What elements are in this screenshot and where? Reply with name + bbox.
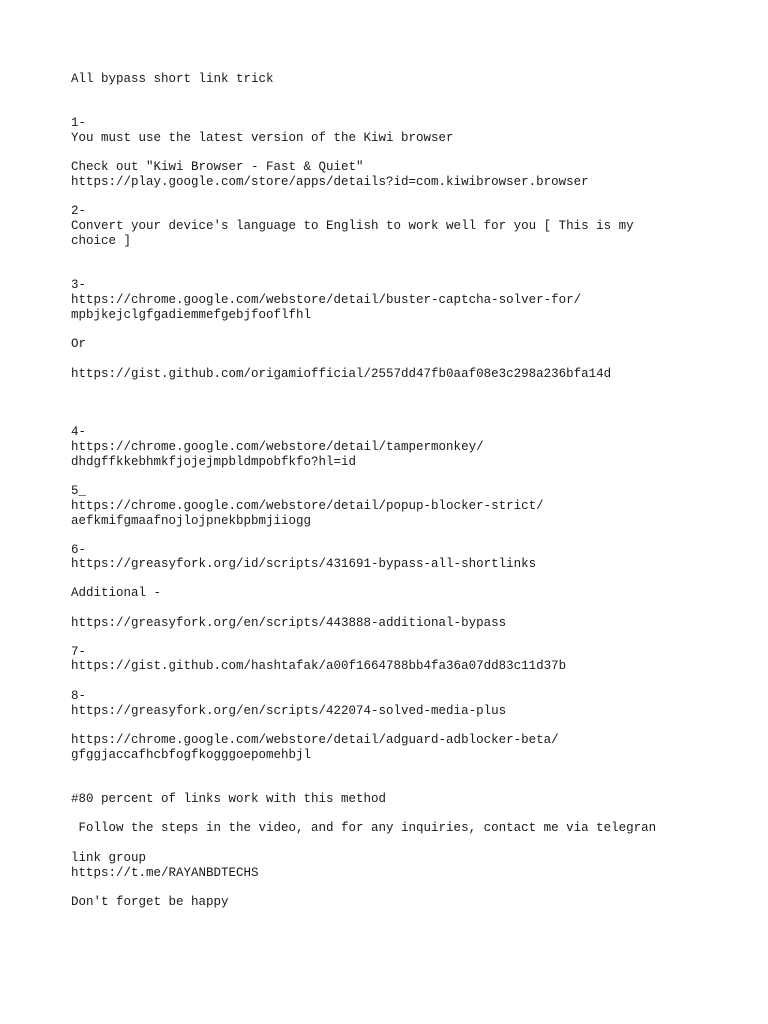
step-6-label: 6- bbox=[71, 543, 87, 557]
buster-link[interactable]: https://chrome.google.com/webstore/detail/buster-captcha-solver-for/ bbox=[71, 293, 582, 307]
step-5-label: 5_ bbox=[71, 484, 87, 498]
step-2-text: Convert your device's language to English to work well for you [ This is my bbox=[71, 219, 634, 233]
telegram-link[interactable]: https://t.me/RAYANBDTECHS bbox=[71, 866, 259, 880]
popup-blocker-link-cont[interactable]: aefkmifgmaafnojlojpnekbpbmjiiogg bbox=[71, 514, 312, 528]
follow-steps-note: Follow the steps in the video, and for any inquiries, contact me via telegran bbox=[71, 821, 657, 835]
percent-note: #80 percent of links work with this method bbox=[71, 792, 387, 806]
step-1-label: 1- bbox=[71, 116, 87, 130]
document-title: All bypass short link trick bbox=[71, 72, 274, 86]
link-group-label: link group bbox=[71, 851, 147, 865]
step-8-label: 8- bbox=[71, 689, 87, 703]
step-2-label: 2- bbox=[71, 204, 87, 218]
buster-link-cont[interactable]: mpbjkejclgfgadiemmefgebjfooflfhl bbox=[71, 308, 312, 322]
tampermonkey-link[interactable]: https://chrome.google.com/webstore/detail/tampermonkey/ bbox=[71, 440, 484, 454]
adguard-link[interactable]: https://chrome.google.com/webstore/detail/adguard-adblocker-beta/ bbox=[71, 733, 559, 747]
step-3-label: 3- bbox=[71, 278, 87, 292]
additional-bypass-link[interactable]: https://greasyfork.org/en/scripts/443888-additional-bypass bbox=[71, 616, 507, 630]
origami-gist-link[interactable]: https://gist.github.com/origamiofficial/2557dd47fb0aaf08e3c298a236bfa14d bbox=[71, 367, 612, 381]
or-text: Or bbox=[71, 337, 87, 351]
tampermonkey-link-cont[interactable]: dhdgffkkebhmkfjojejmpbldmpobfkfo?hl=id bbox=[71, 455, 357, 469]
step-1-text: You must use the latest version of the Kiwi browser bbox=[71, 131, 454, 145]
popup-blocker-link[interactable]: https://chrome.google.com/webstore/detail/popup-blocker-strict/ bbox=[71, 499, 544, 513]
solved-media-link[interactable]: https://greasyfork.org/en/scripts/422074-solved-media-plus bbox=[71, 704, 507, 718]
hashtafak-gist-link[interactable]: https://gist.github.com/hashtafak/a00f1664788bb4fa36a07dd83c11d37b bbox=[71, 659, 567, 673]
adguard-link-cont[interactable]: gfggjaccafhcbfogfkogggoepomehbjl bbox=[71, 748, 312, 762]
bypass-shortlinks-link[interactable]: https://greasyfork.org/id/scripts/431691-bypass-all-shortlinks bbox=[71, 557, 537, 571]
step-7-label: 7- bbox=[71, 645, 87, 659]
additional-label: Additional - bbox=[71, 586, 162, 600]
step-4-label: 4- bbox=[71, 425, 87, 439]
closing-note: Don't forget be happy bbox=[71, 895, 229, 909]
kiwi-link[interactable]: https://play.google.com/store/apps/details?id=com.kiwibrowser.browser bbox=[71, 175, 589, 189]
step-2-text-cont: choice ] bbox=[71, 234, 132, 248]
step-1-checkout: Check out "Kiwi Browser - Fast & Quiet" bbox=[71, 160, 364, 174]
